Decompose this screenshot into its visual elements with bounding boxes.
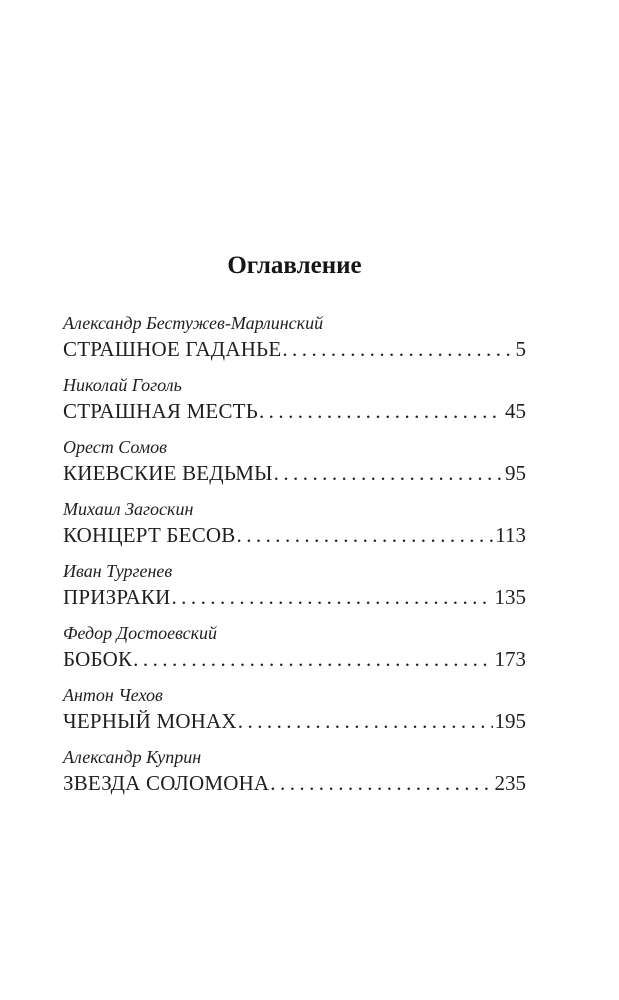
toc-heading: Оглавление xyxy=(227,252,362,279)
toc-entry-row xyxy=(63,522,526,548)
toc-entry-page-number: 173 xyxy=(494,647,526,671)
toc-entry xyxy=(63,620,526,672)
toc-entry-page-number: 195 xyxy=(494,709,526,733)
toc-entry-row xyxy=(63,646,526,672)
toc-entry xyxy=(63,682,526,734)
toc-entry-row xyxy=(63,584,526,610)
toc-entry-title: СТРАШНАЯ МЕСТЬ xyxy=(63,399,258,423)
toc-entry-row xyxy=(63,708,526,734)
toc-entry-page-number: 5 xyxy=(515,337,526,361)
toc-entry xyxy=(63,744,526,796)
toc-list xyxy=(63,310,526,796)
toc-entry-author: Николай Гоголь xyxy=(63,375,182,395)
dot-leader xyxy=(282,336,513,362)
dot-leader xyxy=(238,708,493,734)
toc-entry-page-number: 235 xyxy=(494,771,526,795)
toc-entry-row xyxy=(63,770,526,796)
toc-entry xyxy=(63,558,526,610)
toc-entry-author: Михаил Загоскин xyxy=(63,499,194,519)
dot-leader xyxy=(259,398,503,424)
toc-entry-page-number: 113 xyxy=(495,523,526,547)
toc-entry-title: ЧЕРНЫЙ МОНАХ xyxy=(63,709,237,733)
dot-leader xyxy=(171,584,492,610)
dot-leader xyxy=(237,522,494,548)
dot-leader xyxy=(274,460,503,486)
toc-entry-page-number: 95 xyxy=(505,461,526,485)
toc-entry-title: ЗВЕЗДА СОЛОМОНА xyxy=(63,771,270,795)
toc-entry-author: Александр Бестужев-Марлинский xyxy=(63,313,324,333)
toc-entry xyxy=(63,434,526,486)
toc-entry-title: БОБОК xyxy=(63,647,133,671)
toc-entry-title: КИЕВСКИЕ ВЕДЬМЫ xyxy=(63,461,273,485)
toc-entry-row xyxy=(63,398,526,424)
toc-entry-page-number: 135 xyxy=(494,585,526,609)
toc-entry-row xyxy=(63,460,526,486)
dot-leader xyxy=(133,646,492,672)
toc-entry-title: ПРИЗРАКИ xyxy=(63,585,171,609)
toc-entry-page-number: 45 xyxy=(505,399,526,423)
toc-entry-author: Александр Куприн xyxy=(63,747,202,767)
toc-entry-author: Иван Тургенев xyxy=(63,561,173,581)
toc-entry-author: Орест Сомов xyxy=(63,437,167,457)
toc-entry-row xyxy=(63,336,526,362)
toc-entry xyxy=(63,372,526,424)
toc-entry xyxy=(63,496,526,548)
toc-entry-author: Федор Достоевский xyxy=(63,623,218,643)
toc-entry xyxy=(63,310,526,362)
toc-entry-title: КОНЦЕРТ БЕСОВ xyxy=(63,523,236,547)
toc-entry-title: СТРАШНОЕ ГАДАНЬЕ xyxy=(63,337,282,361)
toc-entry-author: Антон Чехов xyxy=(63,685,163,705)
dot-leader xyxy=(270,770,492,796)
